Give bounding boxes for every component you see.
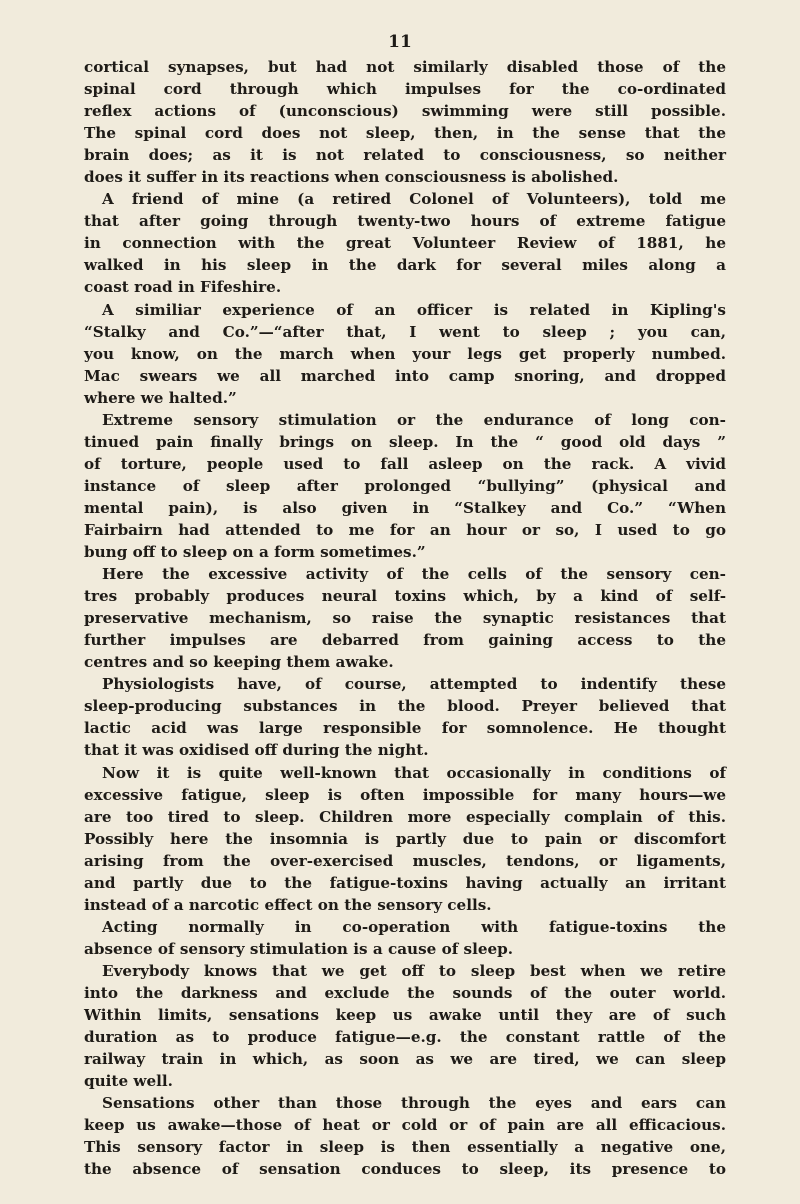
text-line: the absence of sensation conduces to sleep, its presence to — [84, 1160, 726, 1179]
text-line: Now it is quite well-known that occasionally in conditions of — [102, 763, 726, 782]
text-line: quite well. — [84, 1072, 173, 1091]
text-line: centres and so keeping them awake. — [84, 653, 394, 672]
text-line: coast road in Fifeshire. — [84, 278, 282, 297]
text-line: The spinal cord does not sleep, then, in the sense that the — [84, 124, 726, 143]
text-line: reflex actions of (unconscious) swimming were still possible. — [84, 102, 726, 121]
text-line: brain does; as it is not related to consciousness, so neither — [84, 146, 726, 165]
text-line: in connection with the great Volunteer Review of 1881, he — [84, 234, 726, 253]
text-line: Mac swears we all marched into camp snoring, and dropped — [84, 366, 726, 385]
text-line: instead of a narcotic effect on the sensory cells. — [84, 895, 492, 914]
text-line: instance of sleep after prolonged “bullying” (physical and — [84, 476, 726, 495]
text-line: further impulses are debarred from gaining access to the — [84, 631, 726, 650]
text-line: “Stalky and Co.”—“after that, I went to sleep ; you can, — [84, 322, 726, 341]
text-line: and partly due to the fatigue-toxins having actually an irritant — [84, 873, 726, 892]
text-line: Within limits, sensations keep us awake until they are of such — [84, 1006, 726, 1025]
text-line: mental pain), is also given in “Stalkey and Co.” “When — [84, 498, 726, 517]
text-line: of torture, people used to fall asleep on the rack. A vivid — [84, 454, 726, 473]
text-line: Everybody knows that we get off to sleep best when we retire — [102, 961, 726, 980]
text-line: Here the excessive activity of the cells of the sensory cen- — [102, 565, 726, 584]
text-line: tres probably produces neural toxins which, by a kind of self- — [84, 587, 726, 606]
text-line: that it was oxidised off during the night. — [84, 741, 429, 760]
text-line: Extreme sensory stimulation or the endurance of long con- — [102, 410, 726, 429]
text-line: This sensory factor in sleep is then essentially a negative one, — [84, 1138, 726, 1157]
text-line: excessive fatigue, sleep is often impossible for many hours—we — [84, 785, 726, 804]
text-line: duration as to produce fatigue—e.g. the constant rattle of the — [84, 1028, 726, 1047]
text-line: lactic acid was large responsible for somnolence. He thought — [84, 719, 726, 738]
body-text — [84, 56, 726, 1180]
text-line: A friend of mine (a retired Colonel of Volunteers), told me — [102, 190, 726, 209]
text-line: A similiar experience of an officer is related in Kipling's — [102, 300, 726, 319]
text-line: Sensations other than those through the eyes and ears can — [102, 1094, 726, 1113]
text-line: preservative mechanism, so raise the synaptic resistances that — [84, 609, 726, 628]
text-line: absence of sensory stimulation is a cause of sleep. — [84, 939, 514, 958]
text-line: Physiologists have, of course, attempted to indentify these — [102, 675, 726, 694]
text-line: sleep-producing substances in the blood. Preyer believed that — [84, 697, 726, 716]
text-line: are too tired to sleep. Children more especially complain of this. — [84, 807, 726, 826]
text-line: keep us awake—those of heat or cold or of pain are all efficacious. — [84, 1116, 726, 1135]
text-line: spinal cord through which impulses for the co-ordinated — [84, 80, 726, 99]
text-line: you know, on the march when your legs get properly numbed. — [84, 344, 726, 363]
text-line: Fairbairn had attended to me for an hour or so, I used to go — [84, 520, 726, 539]
text-line: Acting normally in co-operation with fatigue-toxins the — [102, 917, 726, 936]
text-line: arising from the over-exercised muscles, tendons, or ligaments, — [84, 851, 726, 870]
text-line: tinued pain finally brings on sleep. In the “ good old days ” — [84, 432, 726, 451]
text-line: does it suffer in its reactions when consciousness is abolished. — [84, 168, 619, 187]
text-line: into the darkness and exclude the sounds of the outer world. — [84, 983, 726, 1002]
text-line: railway train in which, as soon as we are tired, we can sleep — [84, 1050, 726, 1069]
text-line: cortical synapses, but had not similarly disabled those of the — [84, 58, 726, 76]
text-line: walked in his sleep in the dark for several miles along a — [84, 256, 726, 275]
page-number: 11 — [388, 32, 412, 52]
text-line: where we halted.” — [84, 388, 237, 407]
text-line: Possibly here the insomnia is partly due to pain or discomfort — [84, 829, 726, 848]
text-line: bung off to sleep on a form sometimes.” — [84, 543, 426, 562]
text-line: that after going through twenty-two hours of extreme fatigue — [84, 212, 726, 231]
